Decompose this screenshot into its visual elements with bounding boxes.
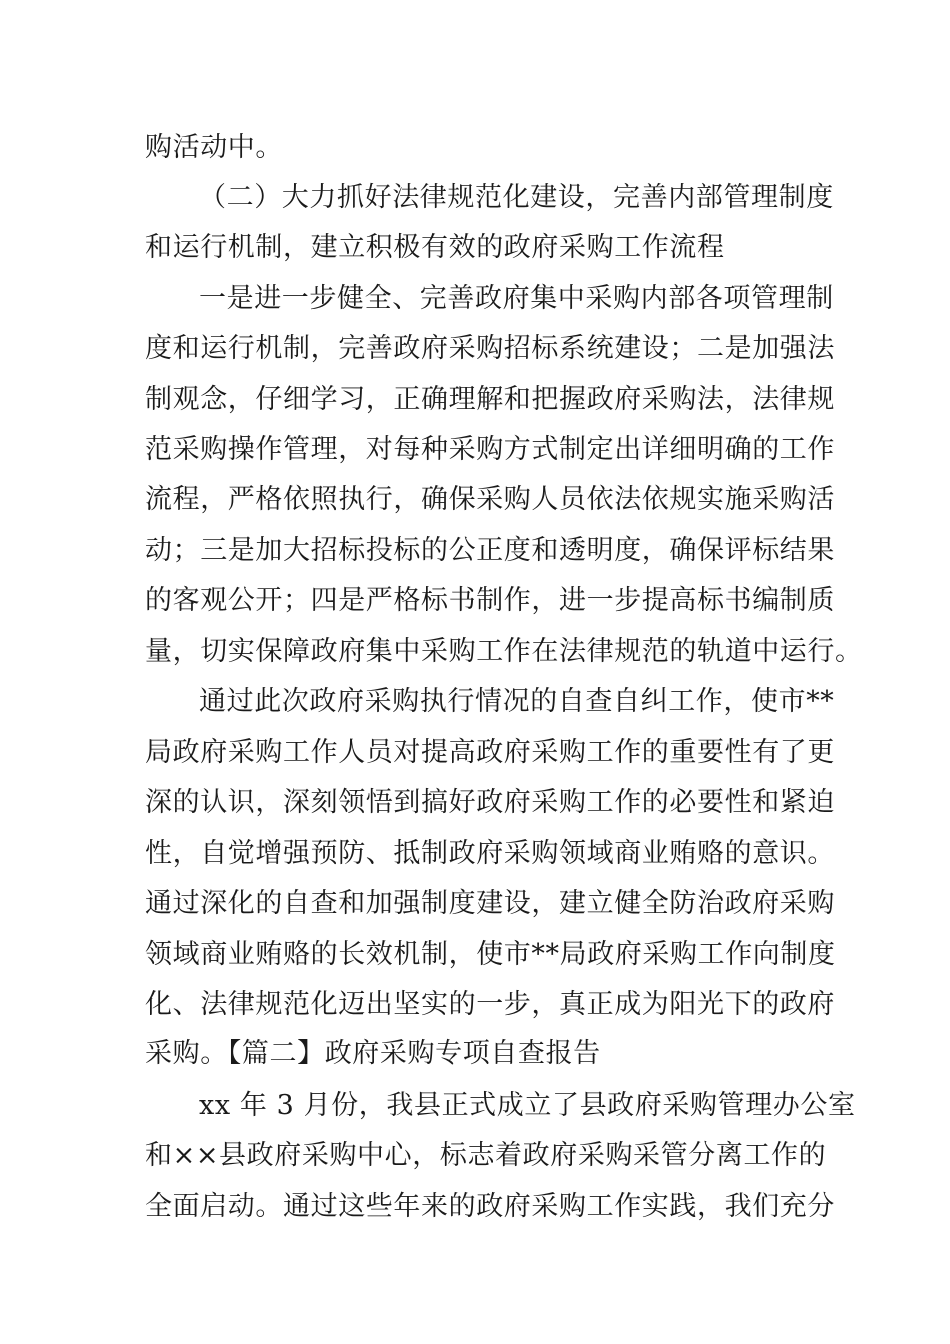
text-line: xx 年 3 月份，我县正式成立了县政府采购管理办公室 [199, 1090, 856, 1121]
text-line: 全面启动。通过这些年来的政府采购工作实践，我们充分 [145, 1191, 835, 1222]
section-heading: （二）大力抓好法律规范化建设，完善内部管理制度 [199, 182, 834, 213]
text-line: 通过深化的自查和加强制度建设，建立健全防治政府采购 [145, 888, 835, 919]
text-line: 性，自觉增强预防、抵制政府采购领域商业贿赂的意识。 [145, 838, 835, 869]
section-heading-continued: 和运行机制，建立积极有效的政府采购工作流程 [145, 232, 725, 263]
text-line: 的客观公开；四是严格标书制作，进一步提高标书编制质 [145, 585, 835, 616]
text-line: 化、法律规范化迈出坚实的一步，真正成为阳光下的政府 [145, 989, 835, 1020]
text-line: 通过此次政府采购执行情况的自查自纠工作，使市** [199, 686, 835, 717]
text-line: 购活动中。 [145, 132, 283, 163]
text-line: 深的认识，深刻领悟到搞好政府采购工作的必要性和紧迫 [145, 787, 835, 818]
text-line: 流程，严格依照执行，确保采购人员依法依规实施采购活 [145, 484, 835, 515]
text-line: 范采购操作管理，对每种采购方式制定出详细明确的工作 [145, 434, 835, 465]
text-line: 度和运行机制，完善政府采购招标系统建设；二是加强法 [145, 333, 835, 364]
text-line: 一是进一步健全、完善政府集中采购内部各项管理制 [199, 283, 834, 314]
text-line: 动；三是加大招标投标的公正度和透明度，确保评标结果 [145, 535, 835, 566]
text-line: 制观念，仔细学习，正确理解和把握政府采购法，法律规 [145, 384, 835, 415]
text-line: 采购。【篇二】政府采购专项自查报告 [145, 1038, 601, 1069]
text-line: 量，切实保障政府集中采购工作在法律规范的轨道中运行。 [145, 636, 863, 667]
text-line: 和××县政府采购中心，标志着政府采购采管分离工作的 [145, 1140, 827, 1171]
text-line: 领域商业贿赂的长效机制，使市**局政府采购工作向制度 [145, 939, 836, 970]
text-line: 局政府采购工作人员对提高政府采购工作的重要性有了更 [145, 737, 835, 768]
